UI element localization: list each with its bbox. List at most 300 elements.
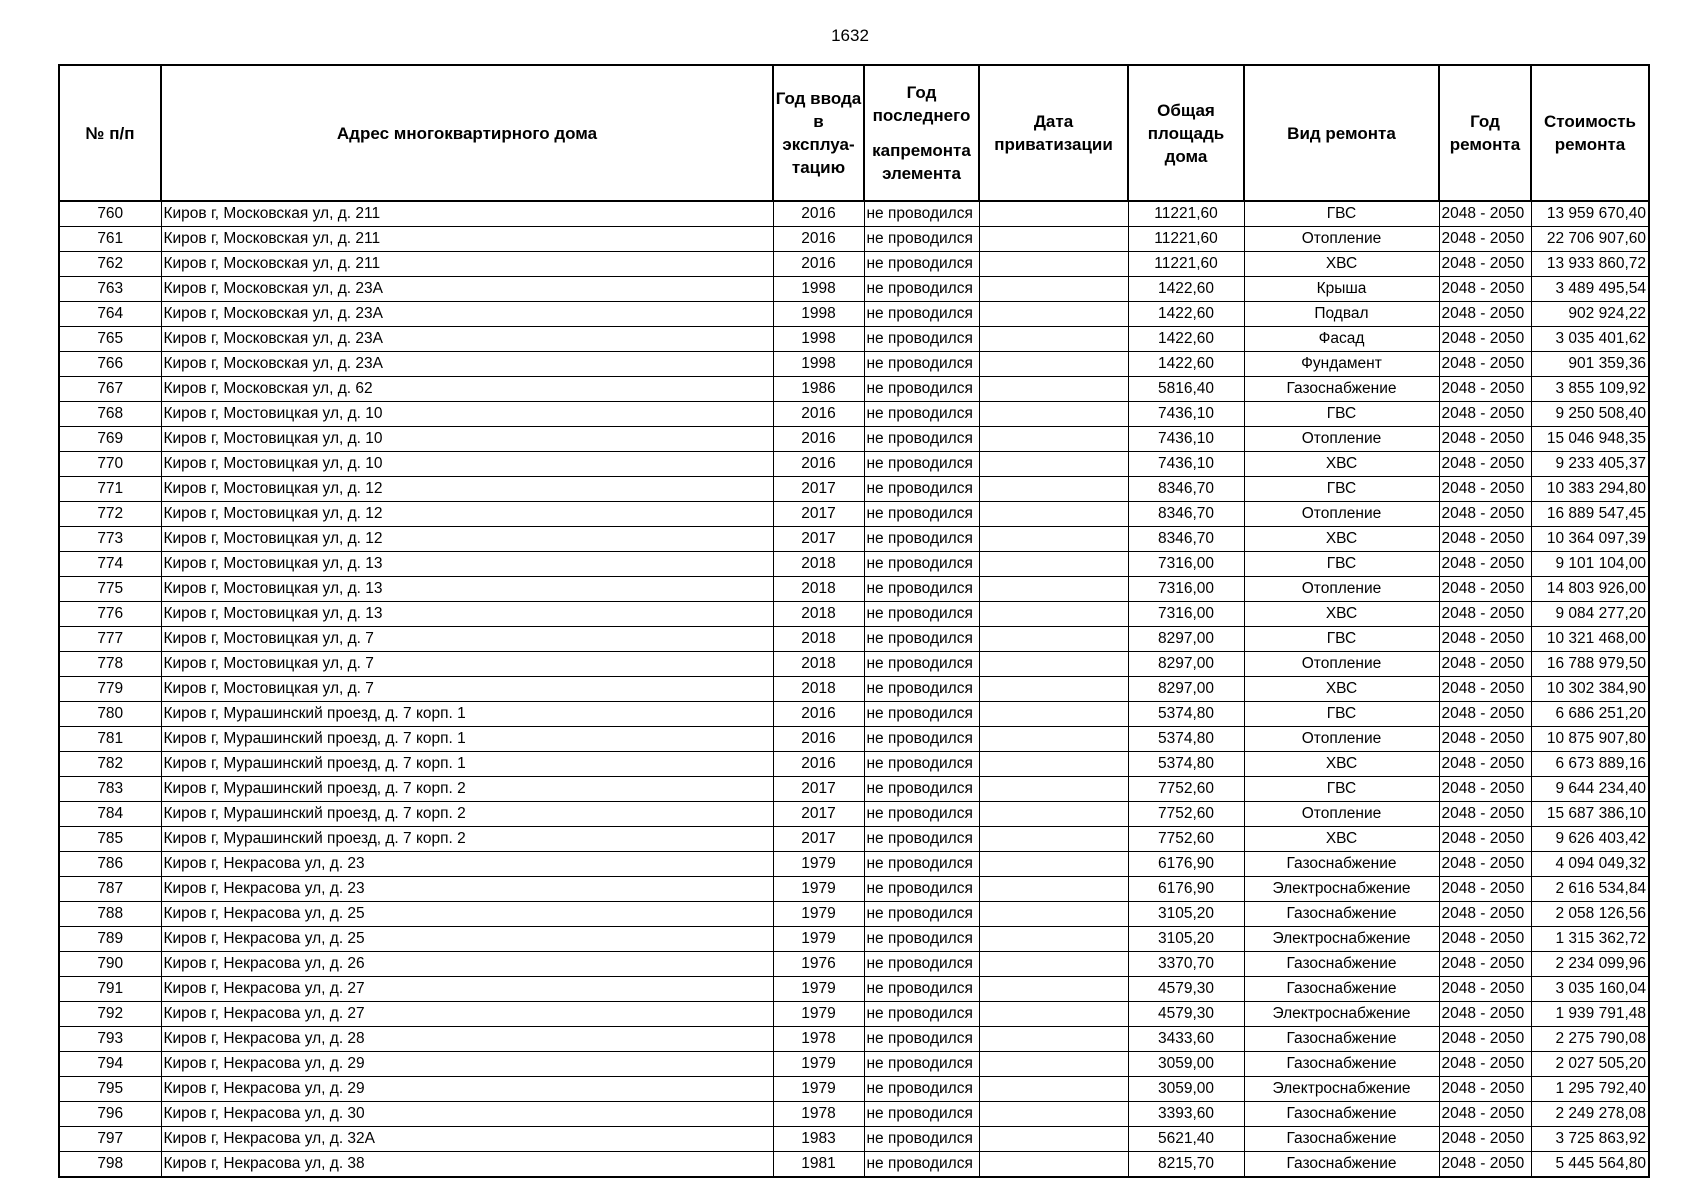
- address-cell: Киров г, Московская ул, д. 62: [161, 377, 773, 402]
- last-repair-cell: не проводился: [864, 377, 979, 402]
- address-cell: Киров г, Мурашинский проезд, д. 7 корп. 1: [161, 752, 773, 777]
- repair-year-cell: 2048 - 2050: [1439, 352, 1531, 377]
- row-num-cell: 792: [59, 1002, 161, 1027]
- area-cell: 5621,40: [1128, 1127, 1244, 1152]
- cost-cell: 2 616 534,84: [1531, 877, 1649, 902]
- area-cell: 5374,80: [1128, 727, 1244, 752]
- cost-cell: 3 855 109,92: [1531, 377, 1649, 402]
- page-number: 1632: [831, 26, 869, 45]
- header-num: № п/п: [59, 65, 161, 201]
- cost-cell: 3 489 495,54: [1531, 277, 1649, 302]
- header-last-repair: [864, 65, 979, 201]
- privatization-cell: [979, 1052, 1128, 1077]
- address-cell: Киров г, Мостовицкая ул, д. 13: [161, 577, 773, 602]
- repair-year-cell: 2048 - 2050: [1439, 827, 1531, 852]
- year-commission-cell: 1998: [773, 302, 864, 327]
- last-repair-cell: не проводился: [864, 577, 979, 602]
- cost-cell: 2 275 790,08: [1531, 1027, 1649, 1052]
- year-commission-cell: 2018: [773, 602, 864, 627]
- address-cell: Киров г, Мостовицкая ул, д. 10: [161, 452, 773, 477]
- address-cell: Киров г, Мурашинский проезд, д. 7 корп. 1: [161, 702, 773, 727]
- table-row: [59, 552, 1649, 577]
- row-num-cell: 781: [59, 727, 161, 752]
- repair-year-cell: 2048 - 2050: [1439, 201, 1531, 227]
- address-cell: Киров г, Мостовицкая ул, д. 7: [161, 627, 773, 652]
- repair-year-cell: 2048 - 2050: [1439, 977, 1531, 1002]
- year-commission-cell: 1998: [773, 277, 864, 302]
- repair-year-cell: 2048 - 2050: [1439, 1027, 1531, 1052]
- cost-cell: 6 673 889,16: [1531, 752, 1649, 777]
- area-cell: 5374,80: [1128, 702, 1244, 727]
- repair-year-cell: 2048 - 2050: [1439, 752, 1531, 777]
- year-commission-cell: 2016: [773, 702, 864, 727]
- privatization-cell: [979, 1027, 1128, 1052]
- row-num-cell: 783: [59, 777, 161, 802]
- table-row: [59, 227, 1649, 252]
- repair-year-cell: 2048 - 2050: [1439, 1127, 1531, 1152]
- row-num-cell: 782: [59, 752, 161, 777]
- header-area: Общая площадь дома: [1128, 65, 1244, 201]
- table-row: [59, 802, 1649, 827]
- area-cell: 3105,20: [1128, 902, 1244, 927]
- area-cell: 7752,60: [1128, 802, 1244, 827]
- repair-type-cell: ГВС: [1244, 552, 1439, 577]
- repair-year-cell: 2048 - 2050: [1439, 952, 1531, 977]
- last-repair-cell: не проводился: [864, 727, 979, 752]
- row-num-cell: 776: [59, 602, 161, 627]
- repair-year-cell: 2048 - 2050: [1439, 902, 1531, 927]
- table-row: [59, 577, 1649, 602]
- row-num-cell: 763: [59, 277, 161, 302]
- row-num-cell: 766: [59, 352, 161, 377]
- cost-cell: 15 046 948,35: [1531, 427, 1649, 452]
- table-row: [59, 1077, 1649, 1102]
- last-repair-cell: не проводился: [864, 602, 979, 627]
- repair-year-cell: 2048 - 2050: [1439, 652, 1531, 677]
- table-row: [59, 527, 1649, 552]
- row-num-cell: 760: [59, 201, 161, 227]
- table-row: [59, 302, 1649, 327]
- year-commission-cell: 2016: [773, 402, 864, 427]
- repair-type-cell: Газоснабжение: [1244, 902, 1439, 927]
- area-cell: 11221,60: [1128, 252, 1244, 277]
- cost-cell: 1 295 792,40: [1531, 1077, 1649, 1102]
- table-row: [59, 827, 1649, 852]
- address-cell: Киров г, Московская ул, д. 211: [161, 227, 773, 252]
- area-cell: 7316,00: [1128, 552, 1244, 577]
- cost-cell: 9 101 104,00: [1531, 552, 1649, 577]
- table-row: [59, 352, 1649, 377]
- table-row: [59, 852, 1649, 877]
- address-cell: Киров г, Некрасова ул, д. 29: [161, 1077, 773, 1102]
- area-cell: 6176,90: [1128, 852, 1244, 877]
- row-num-cell: 789: [59, 927, 161, 952]
- table-row: [59, 427, 1649, 452]
- privatization-cell: [979, 1077, 1128, 1102]
- repair-year-cell: 2048 - 2050: [1439, 927, 1531, 952]
- cost-cell: 2 249 278,08: [1531, 1102, 1649, 1127]
- cost-cell: 6 686 251,20: [1531, 702, 1649, 727]
- row-num-cell: 772: [59, 502, 161, 527]
- address-cell: Киров г, Мостовицкая ул, д. 12: [161, 477, 773, 502]
- privatization-cell: [979, 477, 1128, 502]
- table-row: [59, 1027, 1649, 1052]
- address-cell: Киров г, Некрасова ул, д. 26: [161, 952, 773, 977]
- row-num-cell: 793: [59, 1027, 161, 1052]
- address-cell: Киров г, Мостовицкая ул, д. 10: [161, 427, 773, 452]
- last-repair-cell: не проводился: [864, 752, 979, 777]
- header-year-commission: Год ввода в эксплуа-тацию: [773, 65, 864, 201]
- privatization-cell: [979, 602, 1128, 627]
- year-commission-cell: 1998: [773, 327, 864, 352]
- area-cell: 7436,10: [1128, 402, 1244, 427]
- address-cell: Киров г, Некрасова ул, д. 27: [161, 977, 773, 1002]
- repair-year-cell: 2048 - 2050: [1439, 1002, 1531, 1027]
- address-cell: Киров г, Некрасова ул, д. 25: [161, 927, 773, 952]
- year-commission-cell: 1979: [773, 977, 864, 1002]
- repair-type-cell: Крыша: [1244, 277, 1439, 302]
- table-row: [59, 1052, 1649, 1077]
- table-row: [59, 702, 1649, 727]
- table-row: [59, 327, 1649, 352]
- cost-cell: 2 027 505,20: [1531, 1052, 1649, 1077]
- privatization-cell: [979, 652, 1128, 677]
- area-cell: 7752,60: [1128, 827, 1244, 852]
- cost-cell: 2 058 126,56: [1531, 902, 1649, 927]
- row-num-cell: 764: [59, 302, 161, 327]
- year-commission-cell: 2018: [773, 652, 864, 677]
- repair-type-cell: ХВС: [1244, 527, 1439, 552]
- privatization-cell: [979, 827, 1128, 852]
- area-cell: 8297,00: [1128, 627, 1244, 652]
- privatization-cell: [979, 627, 1128, 652]
- cost-cell: 9 233 405,37: [1531, 452, 1649, 477]
- year-commission-cell: 2017: [773, 527, 864, 552]
- cost-cell: 3 035 401,62: [1531, 327, 1649, 352]
- repair-registry-table: [58, 64, 1650, 1178]
- cost-cell: 3 035 160,04: [1531, 977, 1649, 1002]
- year-commission-cell: 2017: [773, 502, 864, 527]
- area-cell: 3059,00: [1128, 1052, 1244, 1077]
- address-cell: Киров г, Московская ул, д. 23А: [161, 302, 773, 327]
- repair-year-cell: 2048 - 2050: [1439, 802, 1531, 827]
- row-num-cell: 769: [59, 427, 161, 452]
- last-repair-cell: не проводился: [864, 427, 979, 452]
- repair-type-cell: ГВС: [1244, 402, 1439, 427]
- repair-type-cell: ХВС: [1244, 677, 1439, 702]
- year-commission-cell: 1986: [773, 377, 864, 402]
- repair-type-cell: Газоснабжение: [1244, 1052, 1439, 1077]
- row-num-cell: 798: [59, 1152, 161, 1178]
- cost-cell: 10 383 294,80: [1531, 477, 1649, 502]
- year-commission-cell: 2018: [773, 552, 864, 577]
- year-commission-cell: 2016: [773, 752, 864, 777]
- row-num-cell: 780: [59, 702, 161, 727]
- table-row: [59, 452, 1649, 477]
- repair-type-cell: ГВС: [1244, 777, 1439, 802]
- table-row: [59, 627, 1649, 652]
- cost-cell: 4 094 049,32: [1531, 852, 1649, 877]
- address-cell: Киров г, Некрасова ул, д. 32А: [161, 1127, 773, 1152]
- last-repair-cell: не проводился: [864, 852, 979, 877]
- address-cell: Киров г, Московская ул, д. 211: [161, 201, 773, 227]
- repair-type-cell: ХВС: [1244, 452, 1439, 477]
- area-cell: 7752,60: [1128, 777, 1244, 802]
- area-cell: 8346,70: [1128, 527, 1244, 552]
- repair-year-cell: 2048 - 2050: [1439, 1102, 1531, 1127]
- area-cell: 8297,00: [1128, 652, 1244, 677]
- last-repair-cell: не проводился: [864, 802, 979, 827]
- address-cell: Киров г, Мостовицкая ул, д. 13: [161, 602, 773, 627]
- repair-type-cell: Отопление: [1244, 427, 1439, 452]
- repair-year-cell: 2048 - 2050: [1439, 727, 1531, 752]
- repair-year-cell: 2048 - 2050: [1439, 252, 1531, 277]
- cost-cell: 902 924,22: [1531, 302, 1649, 327]
- privatization-cell: [979, 977, 1128, 1002]
- area-cell: 3433,60: [1128, 1027, 1244, 1052]
- table-row: [59, 727, 1649, 752]
- last-repair-cell: не проводился: [864, 452, 979, 477]
- privatization-cell: [979, 527, 1128, 552]
- row-num-cell: 771: [59, 477, 161, 502]
- area-cell: 4579,30: [1128, 977, 1244, 1002]
- area-cell: 1422,60: [1128, 302, 1244, 327]
- repair-type-cell: ХВС: [1244, 252, 1439, 277]
- area-cell: 5816,40: [1128, 377, 1244, 402]
- last-repair-cell: не проводился: [864, 1077, 979, 1102]
- address-cell: Киров г, Московская ул, д. 23А: [161, 327, 773, 352]
- repair-type-cell: Газоснабжение: [1244, 952, 1439, 977]
- year-commission-cell: 1979: [773, 1002, 864, 1027]
- last-repair-cell: не проводился: [864, 827, 979, 852]
- repair-type-cell: Газоснабжение: [1244, 1102, 1439, 1127]
- last-repair-cell: не проводился: [864, 902, 979, 927]
- repair-type-cell: Отопление: [1244, 802, 1439, 827]
- last-repair-cell: не проводился: [864, 1102, 979, 1127]
- row-num-cell: 786: [59, 852, 161, 877]
- repair-year-cell: 2048 - 2050: [1439, 227, 1531, 252]
- row-num-cell: 774: [59, 552, 161, 577]
- address-cell: Киров г, Московская ул, д. 23А: [161, 352, 773, 377]
- repair-year-cell: 2048 - 2050: [1439, 1052, 1531, 1077]
- area-cell: 8346,70: [1128, 502, 1244, 527]
- table-row: [59, 252, 1649, 277]
- year-commission-cell: 2016: [773, 201, 864, 227]
- repair-type-cell: Электроснабжение: [1244, 877, 1439, 902]
- repair-year-cell: 2048 - 2050: [1439, 527, 1531, 552]
- table-row: [59, 1002, 1649, 1027]
- table-row: [59, 952, 1649, 977]
- table-row: [59, 502, 1649, 527]
- row-num-cell: 779: [59, 677, 161, 702]
- repair-year-cell: 2048 - 2050: [1439, 1077, 1531, 1102]
- year-commission-cell: 1979: [773, 927, 864, 952]
- area-cell: 1422,60: [1128, 277, 1244, 302]
- year-commission-cell: 2016: [773, 252, 864, 277]
- cost-cell: 1 939 791,48: [1531, 1002, 1649, 1027]
- cost-cell: 16 889 547,45: [1531, 502, 1649, 527]
- last-repair-cell: не проводился: [864, 477, 979, 502]
- address-cell: Киров г, Московская ул, д. 23А: [161, 277, 773, 302]
- repair-year-cell: 2048 - 2050: [1439, 477, 1531, 502]
- privatization-cell: [979, 727, 1128, 752]
- area-cell: 7316,00: [1128, 602, 1244, 627]
- address-cell: Киров г, Мостовицкая ул, д. 13: [161, 552, 773, 577]
- area-cell: 7436,10: [1128, 427, 1244, 452]
- last-repair-cell: не проводился: [864, 877, 979, 902]
- row-num-cell: 787: [59, 877, 161, 902]
- address-cell: Киров г, Некрасова ул, д. 25: [161, 902, 773, 927]
- cost-cell: 9 084 277,20: [1531, 602, 1649, 627]
- row-num-cell: 765: [59, 327, 161, 352]
- header-last-repair-line1: Год последнего: [872, 83, 971, 125]
- area-cell: 7316,00: [1128, 577, 1244, 602]
- year-commission-cell: 2016: [773, 452, 864, 477]
- address-cell: Киров г, Мурашинский проезд, д. 7 корп. 2: [161, 802, 773, 827]
- repair-year-cell: 2048 - 2050: [1439, 402, 1531, 427]
- last-repair-cell: не проводился: [864, 527, 979, 552]
- area-cell: 6176,90: [1128, 877, 1244, 902]
- repair-year-cell: 2048 - 2050: [1439, 852, 1531, 877]
- table-row: [59, 752, 1649, 777]
- privatization-cell: [979, 327, 1128, 352]
- repair-type-cell: Электроснабжение: [1244, 1077, 1439, 1102]
- privatization-cell: [979, 1152, 1128, 1178]
- last-repair-cell: не проводился: [864, 952, 979, 977]
- cost-cell: 10 321 468,00: [1531, 627, 1649, 652]
- repair-type-cell: ХВС: [1244, 827, 1439, 852]
- privatization-cell: [979, 227, 1128, 252]
- last-repair-cell: не проводился: [864, 627, 979, 652]
- repair-type-cell: Газоснабжение: [1244, 977, 1439, 1002]
- row-num-cell: 767: [59, 377, 161, 402]
- cost-cell: 2 234 099,96: [1531, 952, 1649, 977]
- address-cell: Киров г, Некрасова ул, д. 29: [161, 1052, 773, 1077]
- year-commission-cell: 1979: [773, 1077, 864, 1102]
- last-repair-cell: не проводился: [864, 977, 979, 1002]
- cost-cell: 14 803 926,00: [1531, 577, 1649, 602]
- privatization-cell: [979, 302, 1128, 327]
- repair-year-cell: 2048 - 2050: [1439, 302, 1531, 327]
- privatization-cell: [979, 1102, 1128, 1127]
- repair-type-cell: ХВС: [1244, 602, 1439, 627]
- address-cell: Киров г, Мостовицкая ул, д. 12: [161, 502, 773, 527]
- address-cell: Киров г, Некрасова ул, д. 23: [161, 852, 773, 877]
- year-commission-cell: 1979: [773, 1052, 864, 1077]
- last-repair-cell: не проводился: [864, 677, 979, 702]
- area-cell: 4579,30: [1128, 1002, 1244, 1027]
- header-privatization: Дата приватизации: [979, 65, 1128, 201]
- repair-year-cell: 2048 - 2050: [1439, 1152, 1531, 1178]
- privatization-cell: [979, 577, 1128, 602]
- address-cell: Киров г, Мурашинский проезд, д. 7 корп. 1: [161, 727, 773, 752]
- repair-type-cell: Отопление: [1244, 577, 1439, 602]
- privatization-cell: [979, 252, 1128, 277]
- table-row: [59, 652, 1649, 677]
- table-row: [59, 877, 1649, 902]
- table-row: [59, 677, 1649, 702]
- last-repair-cell: не проводился: [864, 352, 979, 377]
- privatization-cell: [979, 677, 1128, 702]
- cost-cell: 10 302 384,90: [1531, 677, 1649, 702]
- cost-cell: 3 725 863,92: [1531, 1127, 1649, 1152]
- last-repair-cell: не проводился: [864, 227, 979, 252]
- last-repair-cell: не проводился: [864, 1152, 979, 1178]
- repair-type-cell: Газоснабжение: [1244, 852, 1439, 877]
- year-commission-cell: 2016: [773, 227, 864, 252]
- row-num-cell: 796: [59, 1102, 161, 1127]
- repair-type-cell: Электроснабжение: [1244, 1002, 1439, 1027]
- year-commission-cell: 1978: [773, 1027, 864, 1052]
- repair-type-cell: Отопление: [1244, 727, 1439, 752]
- header-last-repair-line2: капремонта элемента: [872, 141, 971, 183]
- table-row: [59, 377, 1649, 402]
- repair-type-cell: Отопление: [1244, 227, 1439, 252]
- year-commission-cell: 2017: [773, 477, 864, 502]
- area-cell: 8346,70: [1128, 477, 1244, 502]
- header-address: Адрес многоквартирного дома: [161, 65, 773, 201]
- last-repair-cell: не проводился: [864, 302, 979, 327]
- repair-type-cell: Газоснабжение: [1244, 1027, 1439, 1052]
- privatization-cell: [979, 452, 1128, 477]
- address-cell: Киров г, Московская ул, д. 211: [161, 252, 773, 277]
- year-commission-cell: 1981: [773, 1152, 864, 1178]
- privatization-cell: [979, 852, 1128, 877]
- last-repair-cell: не проводился: [864, 777, 979, 802]
- repair-year-cell: 2048 - 2050: [1439, 677, 1531, 702]
- privatization-cell: [979, 877, 1128, 902]
- year-commission-cell: 1976: [773, 952, 864, 977]
- row-num-cell: 761: [59, 227, 161, 252]
- table-body: [59, 201, 1649, 1177]
- privatization-cell: [979, 352, 1128, 377]
- last-repair-cell: не проводился: [864, 1002, 979, 1027]
- table-row: [59, 1127, 1649, 1152]
- last-repair-cell: не проводился: [864, 402, 979, 427]
- cost-cell: 15 687 386,10: [1531, 802, 1649, 827]
- last-repair-cell: не проводился: [864, 552, 979, 577]
- row-num-cell: 770: [59, 452, 161, 477]
- privatization-cell: [979, 802, 1128, 827]
- header-repair-year: Год ремонта: [1439, 65, 1531, 201]
- row-num-cell: 775: [59, 577, 161, 602]
- area-cell: 8215,70: [1128, 1152, 1244, 1178]
- table-row: [59, 1152, 1649, 1178]
- repair-type-cell: Газоснабжение: [1244, 1127, 1439, 1152]
- address-cell: Киров г, Мостовицкая ул, д. 7: [161, 652, 773, 677]
- last-repair-cell: не проводился: [864, 702, 979, 727]
- repair-type-cell: ГВС: [1244, 627, 1439, 652]
- table-header-row: [59, 65, 1649, 201]
- table-row: [59, 402, 1649, 427]
- repair-type-cell: ГВС: [1244, 477, 1439, 502]
- last-repair-cell: не проводился: [864, 277, 979, 302]
- row-num-cell: 785: [59, 827, 161, 852]
- table-row: [59, 201, 1649, 227]
- privatization-cell: [979, 1127, 1128, 1152]
- row-num-cell: 777: [59, 627, 161, 652]
- row-num-cell: 788: [59, 902, 161, 927]
- address-cell: Киров г, Некрасова ул, д. 38: [161, 1152, 773, 1178]
- repair-year-cell: 2048 - 2050: [1439, 552, 1531, 577]
- year-commission-cell: 1998: [773, 352, 864, 377]
- area-cell: 3370,70: [1128, 952, 1244, 977]
- cost-cell: 16 788 979,50: [1531, 652, 1649, 677]
- cost-cell: 1 315 362,72: [1531, 927, 1649, 952]
- cost-cell: 901 359,36: [1531, 352, 1649, 377]
- repair-type-cell: ГВС: [1244, 201, 1439, 227]
- year-commission-cell: 1979: [773, 852, 864, 877]
